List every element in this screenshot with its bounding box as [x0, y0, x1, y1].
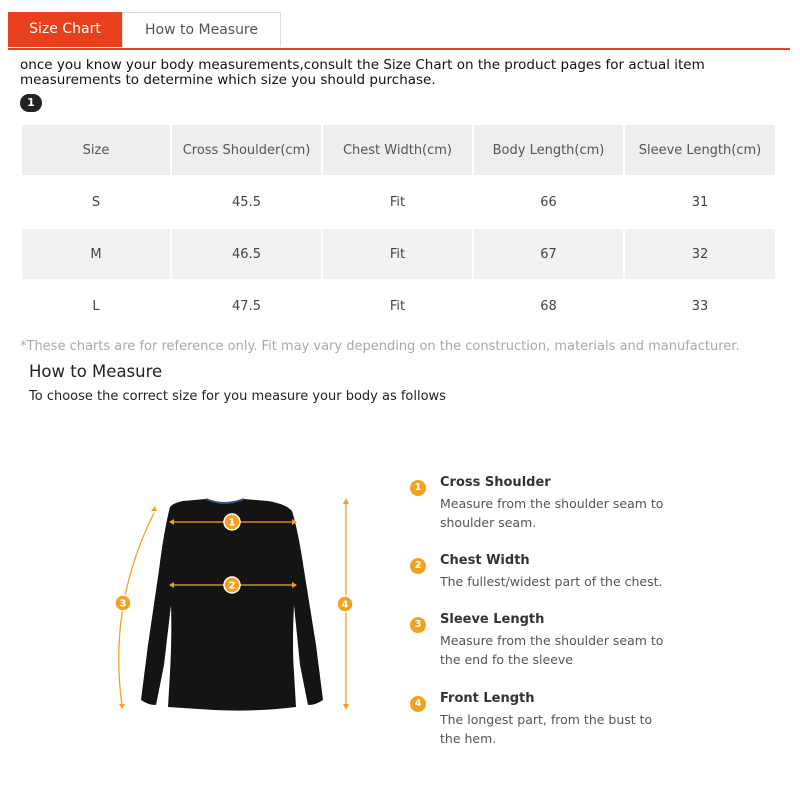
legend-title: Chest Width: [440, 553, 530, 568]
table-cell: 46.5: [172, 229, 321, 279]
sweater-measurement-diagram: [108, 495, 358, 715]
marker-badge: 1: [410, 480, 426, 496]
marker-sleeve-length: [115, 595, 131, 611]
legend-item-chest-width: [410, 553, 750, 595]
header-chest-width: Chest Width(cm): [323, 125, 472, 175]
table-row: [22, 177, 775, 227]
table-cell: S: [22, 177, 170, 227]
table-cell: Fit: [323, 229, 472, 279]
tab-bar: [8, 12, 790, 50]
marker-chest-width: [224, 577, 240, 593]
marker-cross-shoulder: [224, 514, 240, 530]
table-cell: 68: [474, 281, 623, 331]
table-row: [22, 229, 775, 279]
header-size: Size: [22, 125, 170, 175]
table-cell: 67: [474, 229, 623, 279]
marker-badge: 4: [410, 696, 426, 712]
size-chart-table: [20, 123, 777, 333]
legend-description: Measure from the shoulder seam to shoulder seam.: [440, 496, 664, 530]
header-body-length: Body Length(cm): [474, 125, 623, 175]
marker-front-length: [337, 596, 353, 612]
table-cell: 33: [625, 281, 775, 331]
table-cell: 66: [474, 177, 623, 227]
table-cell: L: [22, 281, 170, 331]
tab-size-chart[interactable]: Size Chart: [8, 12, 122, 47]
tab-how-to-measure[interactable]: How to Measure: [122, 12, 281, 47]
table-cell: M: [22, 229, 170, 279]
legend-item-cross-shoulder: [410, 475, 750, 535]
legend-title: Cross Shoulder: [440, 475, 551, 490]
legend-description: The fullest/widest part of the chest.: [440, 574, 663, 589]
table-header-row: [22, 125, 775, 175]
how-to-measure-title: How to Measure: [29, 362, 163, 381]
table-cell: 47.5: [172, 281, 321, 331]
header-cross-shoulder: Cross Shoulder(cm): [172, 125, 321, 175]
intro-text: once you know your body measurements,consult the Size Chart on the product pages for actual item measurements to determine which size you should purchase.: [20, 57, 705, 88]
header-sleeve-length: Sleeve Length(cm): [625, 125, 775, 175]
table-cell: 31: [625, 177, 775, 227]
legend-description: Measure from the shoulder seam to the end fo the sleeve: [440, 633, 664, 667]
legend-item-sleeve-length: [410, 612, 750, 672]
step-badge: 1: [20, 94, 42, 112]
legend-title: Front Length: [440, 691, 535, 706]
table-cell: 32: [625, 229, 775, 279]
legend-item-front-length: [410, 691, 750, 751]
legend-title: Sleeve Length: [440, 612, 545, 627]
table-cell: 45.5: [172, 177, 321, 227]
legend-description: The longest part, from the bust to the hem.: [440, 712, 653, 746]
svg-text:4: 4: [341, 599, 349, 611]
svg-text:2: 2: [228, 580, 236, 592]
svg-text:3: 3: [119, 598, 127, 610]
reference-note: *These charts are for reference only. Fit may vary depending on the construction, materials and manufacturer.: [20, 339, 740, 354]
how-to-measure-subtitle: To choose the correct size for you measure your body as follows: [29, 389, 446, 404]
table-cell: Fit: [323, 281, 472, 331]
svg-text:1: 1: [228, 517, 236, 529]
table-row: [22, 281, 775, 331]
marker-badge: 3: [410, 617, 426, 633]
marker-badge: 2: [410, 558, 426, 574]
table-cell: Fit: [323, 177, 472, 227]
